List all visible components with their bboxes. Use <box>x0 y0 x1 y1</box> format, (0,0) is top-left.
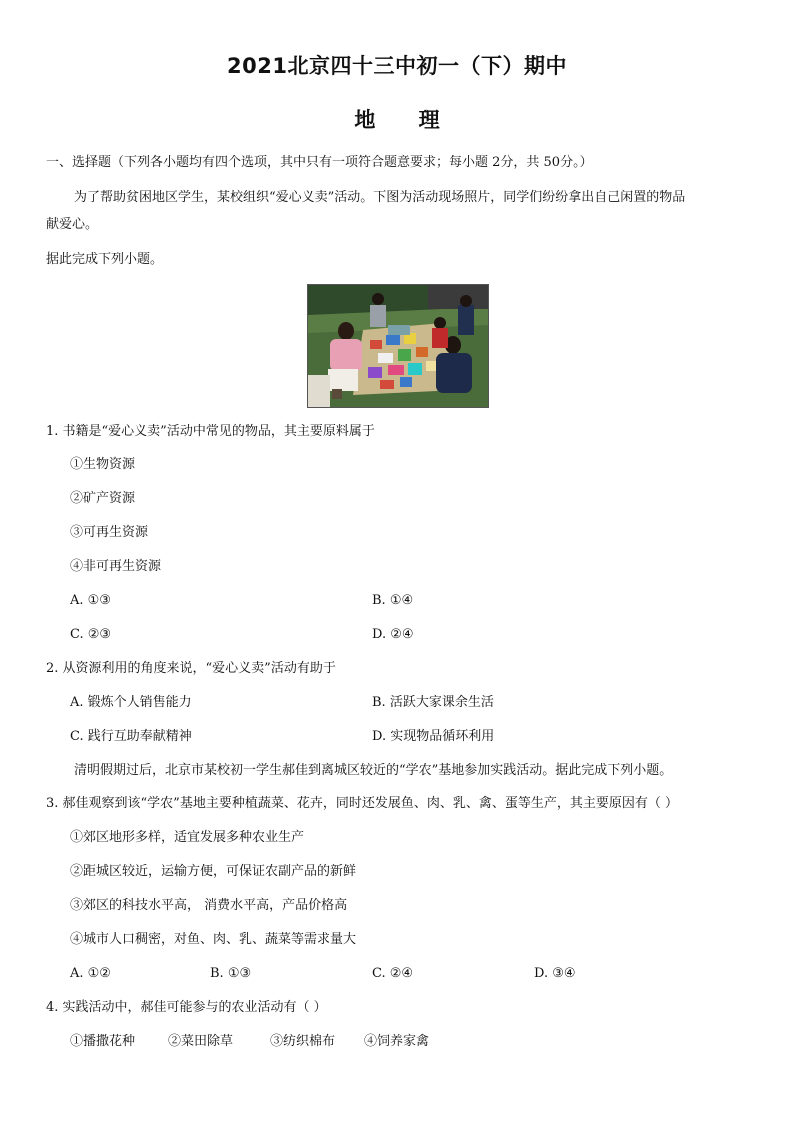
q1-option-d: D. ②④ <box>372 627 414 642</box>
q3-item-1: ①郊区地形多样，适宜发展多种农业生产 <box>70 830 305 845</box>
q3-item-4: ④城市人口稠密，对鱼、肉、乳、蔬菜等需求量大 <box>70 932 357 947</box>
q4-item-3: ③纺织棉布 <box>270 1034 336 1049</box>
q3-option-a: A. ①② <box>70 966 111 981</box>
q4-item-2: ②菜田除草 <box>168 1034 234 1049</box>
q1-stem: 1. 书籍是“爱心义卖”活动中常见的物品，其主要原料属于 <box>46 424 375 439</box>
q3-option-d: D. ③④ <box>534 966 576 981</box>
q4-item-1: ①播撒花种 <box>70 1034 136 1049</box>
q3-option-b: B. ①③ <box>210 966 252 981</box>
charity-sale-photo <box>307 284 489 408</box>
q1-option-a: A. ①③ <box>70 593 111 608</box>
q1-option-b: B. ①④ <box>372 593 414 608</box>
q1-item-2: ②矿产资源 <box>70 491 136 506</box>
q2-option-c: C. 践行互助奉献精神 <box>70 729 192 744</box>
q1-item-4: ④非可再生资源 <box>70 559 162 574</box>
q2-stem: 2. 从资源利用的角度来说，“爱心义卖”活动有助于 <box>46 661 336 676</box>
q2-option-a: A. 锻炼个人销售能力 <box>70 695 192 710</box>
q4-item-4: ④饲养家禽 <box>364 1034 430 1049</box>
q3-item-2: ②距城区较近，运输方便，可保证农副产品的新鲜 <box>70 864 357 879</box>
intro-line-3: 据此完成下列小题。 <box>46 252 164 267</box>
q3-item-3: ③郊区的科技水平高， 消费水平高，产品价格高 <box>70 898 348 913</box>
q2-option-d: D. 实现物品循环利用 <box>372 729 495 744</box>
section-heading: 一、选择题（下列各小题均有四个选项，其中只有一项符合题意要求；每小题 2分，共 50分。） <box>46 155 593 170</box>
intro-line-2: 献爱心。 <box>46 217 99 232</box>
subject-title: 地 理 <box>354 108 440 132</box>
q3-stem: 3. 郝佳观察到该“学农”基地主要种植蔬菜、花卉，同时还发展鱼、肉、乳、禽、蛋等生产，其主要原因有（ ） <box>46 796 678 811</box>
q3-option-c: C. ②④ <box>372 966 414 981</box>
intro-line-1: 为了帮助贫困地区学生，某校组织“爱心义卖”活动。下图为活动现场照片，同学们纷纷拿出自己闲置的物品 <box>74 190 686 205</box>
q4-stem: 4. 实践活动中，郝佳可能参与的农业活动有（ ） <box>46 1000 327 1015</box>
photo-illustration <box>308 285 488 407</box>
q1-item-3: ③可再生资源 <box>70 525 149 540</box>
q1-option-c: C. ②③ <box>70 627 112 642</box>
passage-2: 清明假期过后，北京市某校初一学生郝佳到离城区较近的“学农”基地参加实践活动。据此完成下列小题。 <box>74 763 673 778</box>
exam-title: 2021北京四十三中初一（下）期中 <box>227 54 567 78</box>
q2-option-b: B. 活跃大家课余生活 <box>372 695 494 710</box>
q1-item-1: ①生物资源 <box>70 457 136 472</box>
